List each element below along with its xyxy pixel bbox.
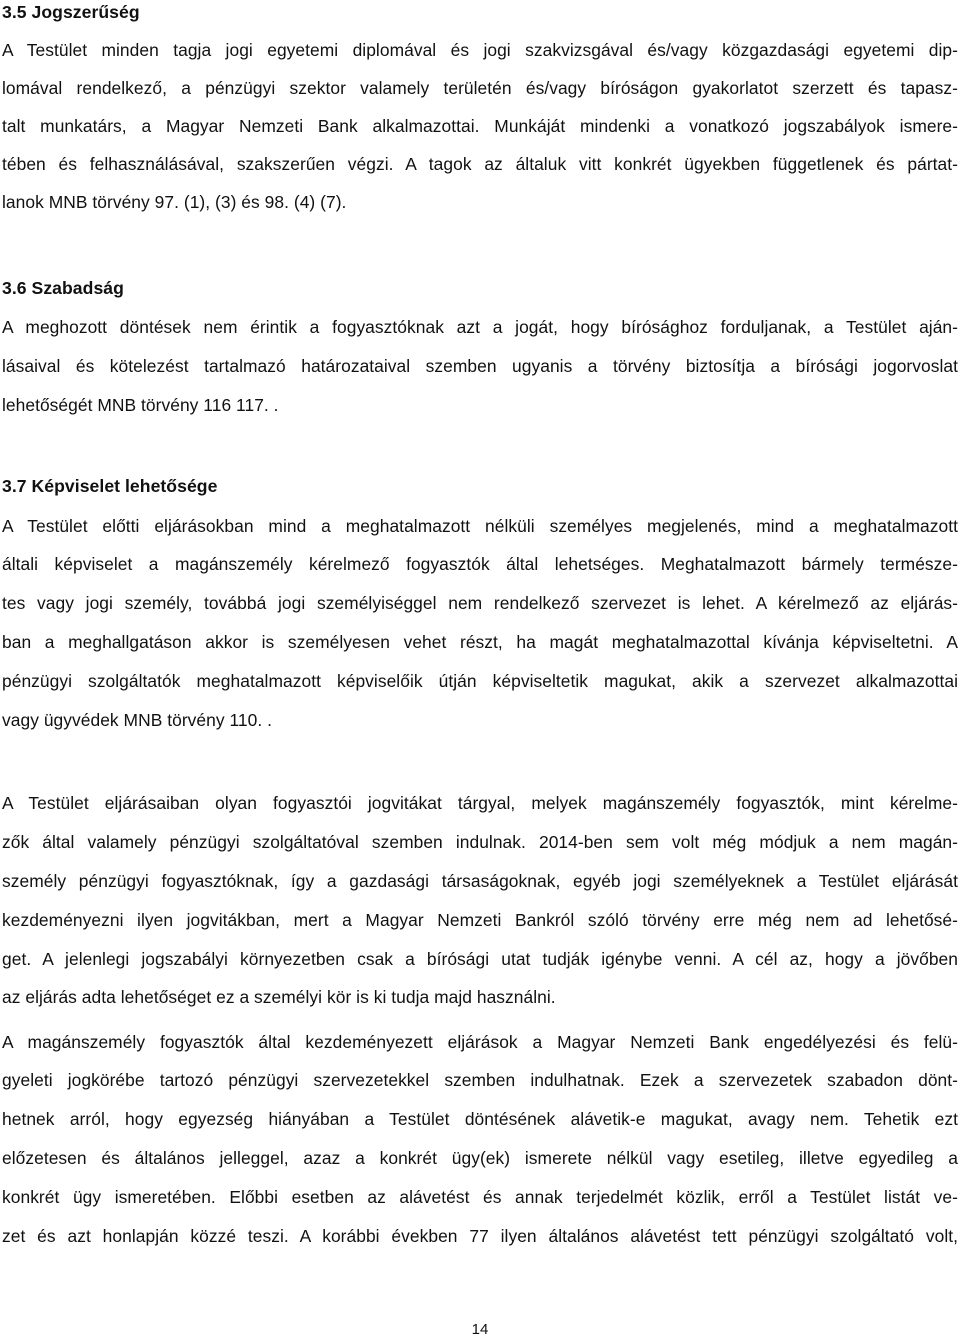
text-line: tes vagy jogi személy, továbbá jogi személyiséggel nem rendelkező szervezet is lehet. A kérelmező az eljárás- <box>2 593 958 613</box>
text-line: tében és felhasználásával, szakszerűen végzi. A tagok az általuk vitt konkrét ügyekben függetlenek és pártat- <box>2 154 958 174</box>
text-line: ban a meghallgatáson akkor is személyesen vehet részt, ha magát meghatalmazottal kívánja képviseltetni. A <box>2 632 958 652</box>
text-line: zők által valamely pénzügyi szolgáltatóval szemben indulnak. 2014-ben sem volt még módjuk a nem magán- <box>2 832 958 852</box>
text-line: lomával rendelkező, a pénzügyi szektor valamely területén és/vagy bíróságon gyakorlatot szerzett és tapasz- <box>2 78 958 98</box>
text-line: lehetőségét MNB törvény 116 117. . <box>2 395 279 415</box>
text-line: általi képviselet a magánszemély kérelmező fogyasztók által lehetséges. Meghatalmazott bármely természe- <box>2 554 958 574</box>
text-line: hetnek arról, hogy egyezség hiányában a Testület döntésének alávetik-e magukat, avagy nem. Tehetik ezt <box>2 1109 958 1129</box>
section-heading: 3.5 Jogszerűség <box>2 2 140 22</box>
page-number: 14 <box>471 1321 489 1338</box>
text-line: talt munkatárs, a Magyar Nemzeti Bank alkalmazottai. Munkáját mindenki a vonatkozó jogszabályok ismere- <box>2 116 958 136</box>
text-line: A Testület minden tagja jogi egyetemi diplomával és jogi szakvizsgával és/vagy közgazdasági egyetemi dip- <box>2 40 958 60</box>
text-line: A Testület eljárásaiban olyan fogyasztói jogvitákat tárgyal, melyek magánszemély fogyasztók, mint kérelme- <box>2 793 958 813</box>
text-line: személy pénzügyi fogyasztóknak, így a gazdasági társaságoknak, egyéb jogi személyeknek a Testület eljárását <box>2 871 958 891</box>
text-line: A Testület előtti eljárásokban mind a meghatalmazott nélküli személyes megjelenés, mind a meghatalmazott <box>2 516 958 536</box>
section-heading: 3.7 Képviselet lehetősége <box>2 476 218 496</box>
text-line: gyeleti jogkörébe tartozó pénzügyi szervezetekkel szemben indulhatnak. Ezek a szervezetek szabadon dönt- <box>2 1070 958 1090</box>
section-heading: 3.6 Szabadság <box>2 278 124 298</box>
text-line: lanok MNB törvény 97. (1), (3) és 98. (4) (7). <box>2 192 347 212</box>
text-line: pénzügyi szolgáltatók meghatalmazott képviselőik útján képviseltetik magukat, akik a szervezet alkalmazottai <box>2 671 958 691</box>
text-line: kezdeményezni ilyen jogvitákban, mert a Magyar Nemzeti Bankról szóló törvény erre még nem ad lehetősé- <box>2 910 958 930</box>
text-line: előzetesen és általános jelleggel, azaz a konkrét ügy(ek) ismerete nélkül vagy esetileg, illetve egyedileg a <box>2 1148 958 1168</box>
text-line: konkrét ügy ismeretében. Előbbi esetben az alávetést és annak terjedelmét közlik, erről a Testület listát ve- <box>2 1187 958 1207</box>
text-line: A magánszemély fogyasztók által kezdeményezett eljárások a Magyar Nemzeti Bank engedélyezési és felü- <box>2 1032 958 1052</box>
text-line: vagy ügyvédek MNB törvény 110. . <box>2 710 272 730</box>
text-line: zet és azt honlapján közzé teszi. A korábbi években 77 ilyen általános alávetést tett pénzügyi szolgáltató volt, <box>2 1226 958 1246</box>
text-line: lásaival és kötelezést tartalmazó határozataival szemben ugyanis a törvény biztosítja a bírósági jogorvoslat <box>2 356 958 376</box>
text-line: az eljárás adta lehetőséget ez a személyi kör is ki tudja majd használni. <box>2 987 556 1007</box>
text-line: get. A jelenlegi jogszabályi környezetben csak a bírósági utat tudják igénybe venni. A cél az, hogy a jövőben <box>2 949 958 969</box>
text-line: A meghozott döntések nem érintik a fogyasztóknak azt a jogát, hogy bírósághoz forduljanak, a Testület aján- <box>2 317 958 337</box>
